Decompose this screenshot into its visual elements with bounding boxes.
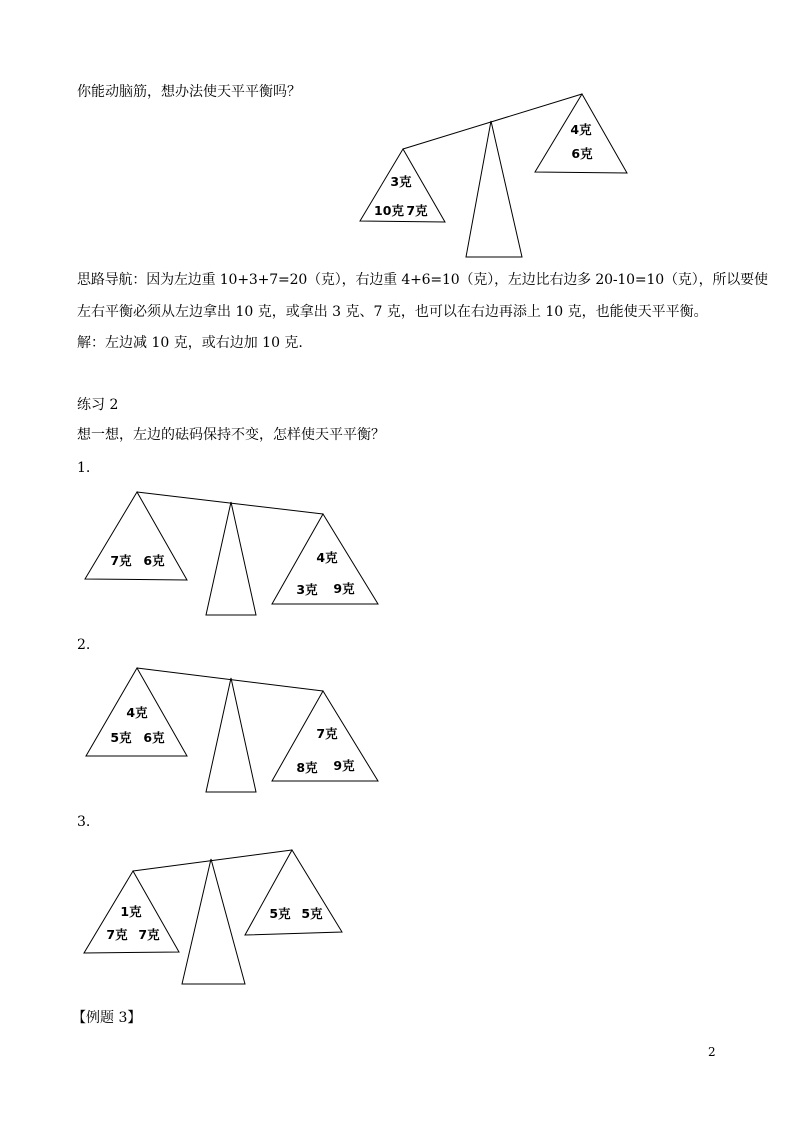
- problem-3-right-pan: [245, 850, 342, 935]
- hint-line-2: 左右平衡必须从左边拿出 10 克，或拿出 3 克、7 克，也可以在右边再添上 10 克，也能使天平平衡。: [77, 304, 708, 320]
- problem-1-left-weight-2: 6克: [143, 553, 165, 568]
- practice-title: 练习 2: [77, 397, 119, 413]
- answer-text: 解：左边减 10 克，或右边加 10 克.: [77, 335, 303, 351]
- problem-2-right-weight-3: 9克: [333, 758, 355, 773]
- problem-1-balance: [85, 492, 378, 615]
- problem-1-beam: [137, 492, 323, 514]
- example-left-weight-1: 3克: [390, 174, 412, 189]
- problem-2-beam: [137, 668, 323, 691]
- example-right-weight-1: 4克: [570, 122, 592, 137]
- problem-2-left-weight-1: 4克: [126, 705, 148, 720]
- example-right-weight-2: 6克: [571, 146, 593, 161]
- example-beam: [403, 94, 582, 149]
- problem-2-left-weight-2: 5克: [110, 730, 132, 745]
- problem-1-stand: [206, 502, 256, 615]
- example-balance: [360, 94, 627, 257]
- problem-1-left-pan: [85, 492, 187, 580]
- problem-3-balance: [84, 850, 342, 984]
- intro-question: 你能动脑筋，想办法使天平平衡吗？: [77, 84, 301, 100]
- problem-2-right-weight-1: 7克: [316, 726, 338, 741]
- problem-1-right-weight-1: 4克: [316, 550, 338, 565]
- page-number: 2: [708, 1045, 716, 1059]
- problem-2-balance: [86, 668, 378, 792]
- problem-2-stand: [206, 678, 256, 792]
- problem-2-left-weight-3: 6克: [143, 730, 165, 745]
- example-left-weight-3: 7克: [406, 203, 428, 218]
- example-stand: [466, 121, 522, 257]
- hint-line-1: 思路导航：因为左边重 10+3+7=20（克），右边重 4+6=10（克），左边比右边多 20-10=10（克），所以要使: [77, 272, 768, 288]
- problem-3-left-weight-2: 7克: [106, 927, 128, 942]
- problem-3-stand: [182, 859, 245, 984]
- problem-3-number: 3.: [77, 814, 91, 830]
- problem-3-left-weight-3: 7克: [138, 927, 160, 942]
- problem-3-beam: [133, 850, 292, 871]
- problem-1-right-weight-2: 3克: [296, 582, 318, 597]
- problem-3-left-weight-1: 1克: [120, 904, 142, 919]
- problem-1-left-weight-1: 7克: [110, 553, 132, 568]
- problem-2-number: 2.: [77, 637, 91, 653]
- practice-instruction: 想一想，左边的砝码保持不变，怎样使天平平衡？: [77, 427, 385, 443]
- problem-1-right-weight-3: 9克: [333, 581, 355, 596]
- problem-3-right-weight-1: 5克: [269, 906, 291, 921]
- example-left-weight-2: 10克: [374, 203, 404, 218]
- next-example-heading: 【例题 3】: [72, 1010, 142, 1026]
- problem-2-right-weight-2: 8克: [296, 760, 318, 775]
- problem-3-right-weight-2: 5克: [301, 906, 323, 921]
- problem-1-number: 1.: [77, 460, 91, 476]
